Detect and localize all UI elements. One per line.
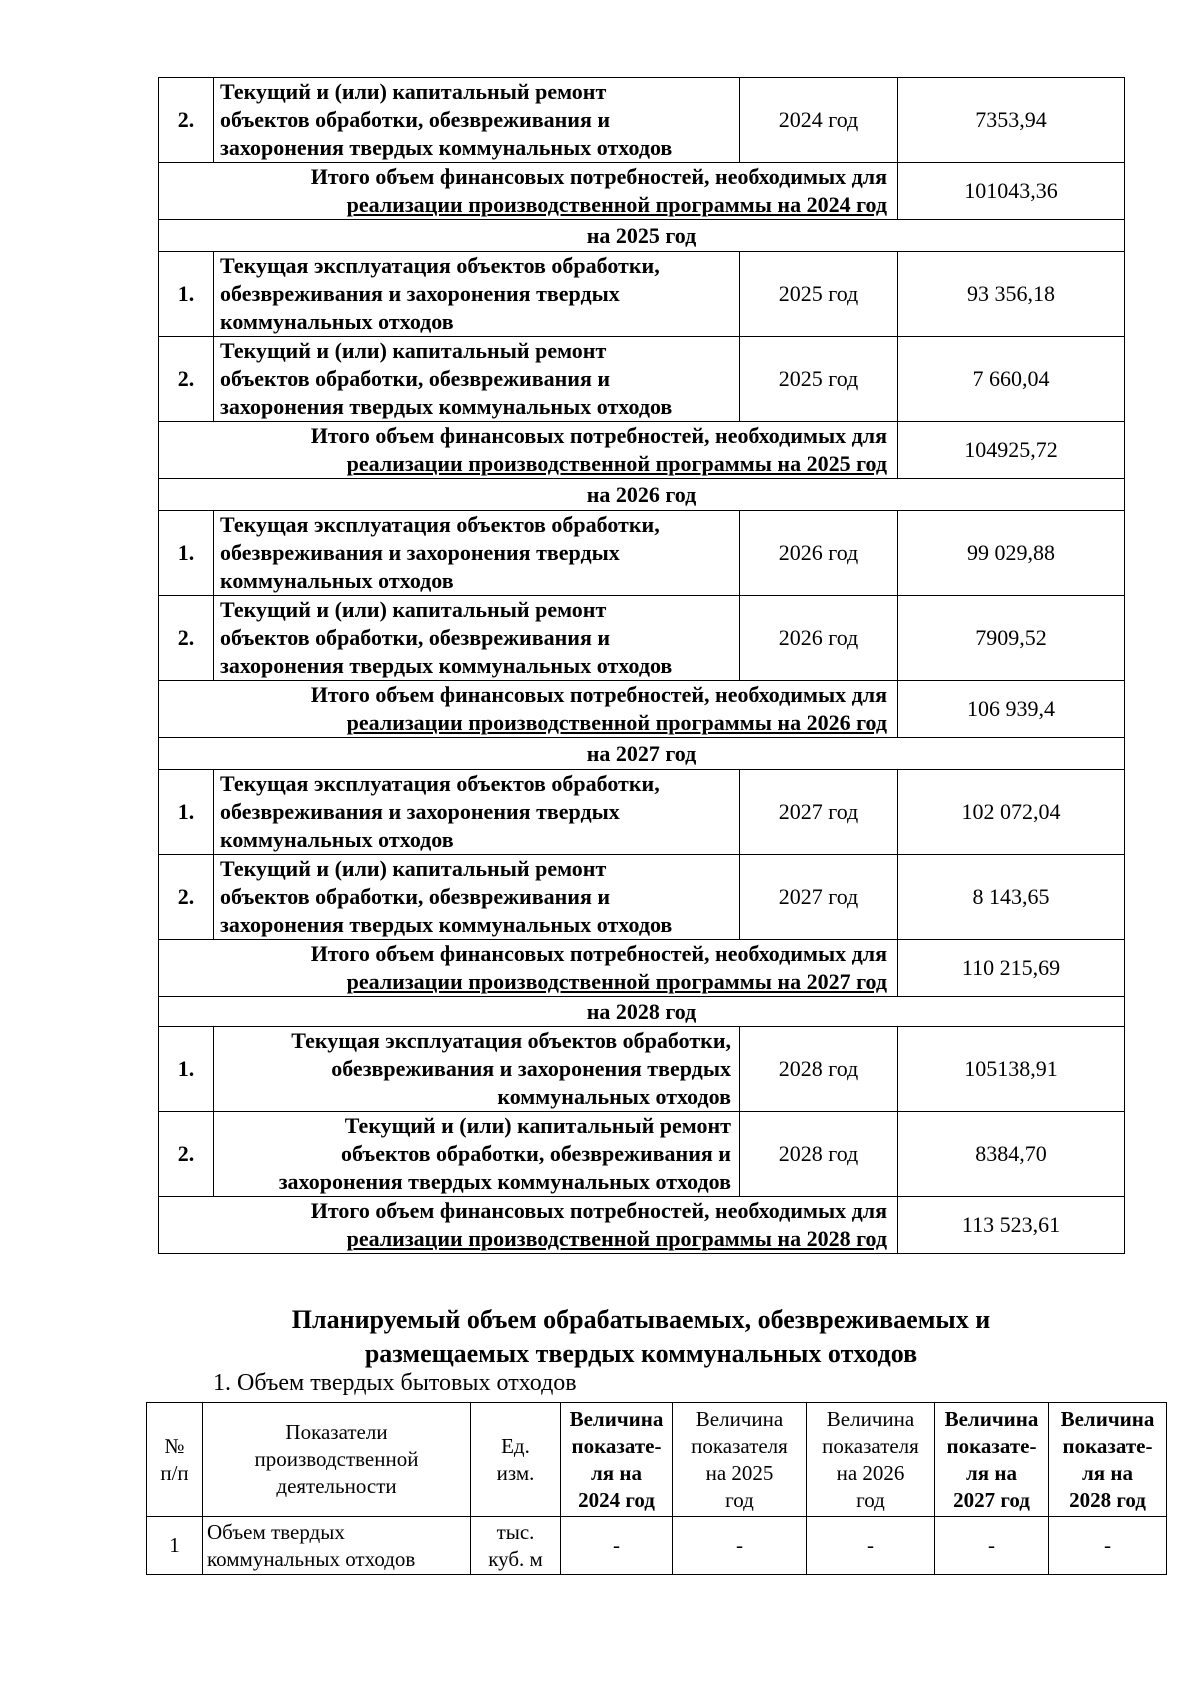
row-value: 93 356,18 <box>898 252 1125 337</box>
table-row <box>159 337 1125 422</box>
row-description: Текущий и (или) капитальный ремонт объектов обработки, обезвреживания и захоронения твердых коммунальных отходов <box>214 337 740 422</box>
total-value: 113 523,61 <box>898 1197 1125 1254</box>
row-year: 2024 год <box>740 78 898 163</box>
row-number: 1. <box>159 770 214 855</box>
row-description: Текущая эксплуатация объектов обработки, обезвреживания и захоронения твердых коммунальных отходов <box>214 252 740 337</box>
row-number: 2. <box>159 596 214 681</box>
row-value: 102 072,04 <box>898 770 1125 855</box>
value-2027: - <box>935 1517 1049 1575</box>
header-num: № п/п <box>147 1403 203 1517</box>
row-value: 7353,94 <box>898 78 1125 163</box>
row-number: 1. <box>159 511 214 596</box>
row-value: 7909,52 <box>898 596 1125 681</box>
header-value-2025: Величина показателя на 2025 год <box>673 1403 807 1517</box>
total-row <box>159 422 1125 479</box>
row-number: 1. <box>159 252 214 337</box>
row-value: 8384,70 <box>898 1112 1125 1197</box>
total-row <box>159 681 1125 738</box>
row-number: 1 <box>147 1517 203 1575</box>
financial-needs-table <box>158 77 1125 1254</box>
total-label: Итого объем финансовых потребностей, необходимых для реализации производственной программы на 2026 год <box>159 681 898 738</box>
section-heading: Планируемый объем обрабатываемых, обезвреживаемых и размещаемых твердых коммунальных отходов <box>291 1305 991 1368</box>
row-number: 2. <box>159 1112 214 1197</box>
section-header: на 2025 год <box>159 220 1125 252</box>
table-row <box>159 596 1125 681</box>
row-value: 99 029,88 <box>898 511 1125 596</box>
table-row <box>159 511 1125 596</box>
row-description: Текущий и (или) капитальный ремонт объектов обработки, обезвреживания и захоронения твердых коммунальных отходов <box>214 855 740 940</box>
total-row <box>159 1197 1125 1254</box>
total-label: Итого объем финансовых потребностей, необходимых для реализации производственной программы на 2025 год <box>159 422 898 479</box>
row-year: 2028 год <box>740 1112 898 1197</box>
value-2026: - <box>807 1517 935 1575</box>
table-row <box>159 252 1125 337</box>
row-year: 2025 год <box>740 252 898 337</box>
row-year: 2025 год <box>740 337 898 422</box>
total-row <box>159 163 1125 220</box>
section-header-row <box>159 220 1125 252</box>
row-description: Текущий и (или) капитальный ремонт объектов обработки, обезвреживания и захоронения твердых коммунальных отходов <box>214 596 740 681</box>
row-description: Текущая эксплуатация объектов обработки, обезвреживания и захоронения твердых коммунальных отходов <box>214 511 740 596</box>
section-header-row <box>159 479 1125 511</box>
total-value: 104925,72 <box>898 422 1125 479</box>
section-header: на 2028 год <box>159 997 1125 1027</box>
row-year: 2026 год <box>740 511 898 596</box>
row-unit: тыс. куб. м <box>471 1517 561 1575</box>
section-header: на 2026 год <box>159 479 1125 511</box>
section-header-row <box>159 997 1125 1027</box>
row-description: Текущий и (или) капитальный ремонт объектов обработки, обезвреживания и захоронения твердых коммунальных отходов <box>214 78 740 163</box>
header-value-2026: Величина показателя на 2026 год <box>807 1403 935 1517</box>
table-row <box>159 1112 1125 1197</box>
total-value: 101043,36 <box>898 163 1125 220</box>
table-header-row <box>147 1403 1167 1517</box>
row-year: 2027 год <box>740 855 898 940</box>
row-year: 2026 год <box>740 596 898 681</box>
total-value: 106 939,4 <box>898 681 1125 738</box>
total-row <box>159 940 1125 997</box>
row-year: 2027 год <box>740 770 898 855</box>
row-value: 105138,91 <box>898 1027 1125 1112</box>
total-label: Итого объем финансовых потребностей, необходимых для реализации производственной программы на 2024 год <box>159 163 898 220</box>
row-number: 2. <box>159 337 214 422</box>
header-unit: Ед. изм. <box>471 1403 561 1517</box>
row-value: 7 660,04 <box>898 337 1125 422</box>
section-header: на 2027 год <box>159 738 1125 770</box>
section-header-row <box>159 738 1125 770</box>
table-row <box>159 855 1125 940</box>
row-description: Текущий и (или) капитальный ремонт объектов обработки, обезвреживания и захоронения твердых коммунальных отходов <box>214 1112 740 1197</box>
header-value-2027: Величина показате- ля на 2027 год <box>935 1403 1049 1517</box>
value-2024: - <box>561 1517 673 1575</box>
total-label: Итого объем финансовых потребностей, необходимых для реализации производственной программы на 2028 год <box>159 1197 898 1254</box>
table-row <box>159 770 1125 855</box>
header-indicator: Показатели производственной деятельности <box>203 1403 471 1517</box>
header-value-2024: Величина показате- ля на 2024 год <box>561 1403 673 1517</box>
row-indicator: Объем твердых коммунальных отходов <box>203 1517 471 1575</box>
row-description: Текущая эксплуатация объектов обработки, обезвреживания и захоронения твердых коммунальных отходов <box>214 1027 740 1112</box>
table-row <box>159 78 1125 163</box>
row-number: 1. <box>159 1027 214 1112</box>
table-row <box>147 1517 1167 1575</box>
row-number: 2. <box>159 855 214 940</box>
row-value: 8 143,65 <box>898 855 1125 940</box>
total-value: 110 215,69 <box>898 940 1125 997</box>
subsection-title: 1. Объем твердых бытовых отходов <box>213 1370 577 1396</box>
row-year: 2028 год <box>740 1027 898 1112</box>
row-description: Текущая эксплуатация объектов обработки, обезвреживания и захоронения твердых коммунальных отходов <box>214 770 740 855</box>
header-value-2028: Величина показате- ля на 2028 год <box>1049 1403 1167 1517</box>
total-label: Итого объем финансовых потребностей, необходимых для реализации производственной программы на 2027 год <box>159 940 898 997</box>
value-2025: - <box>673 1517 807 1575</box>
value-2028: - <box>1049 1517 1167 1575</box>
waste-volume-table <box>146 1402 1167 1575</box>
table-row <box>159 1027 1125 1112</box>
row-number: 2. <box>159 78 214 163</box>
